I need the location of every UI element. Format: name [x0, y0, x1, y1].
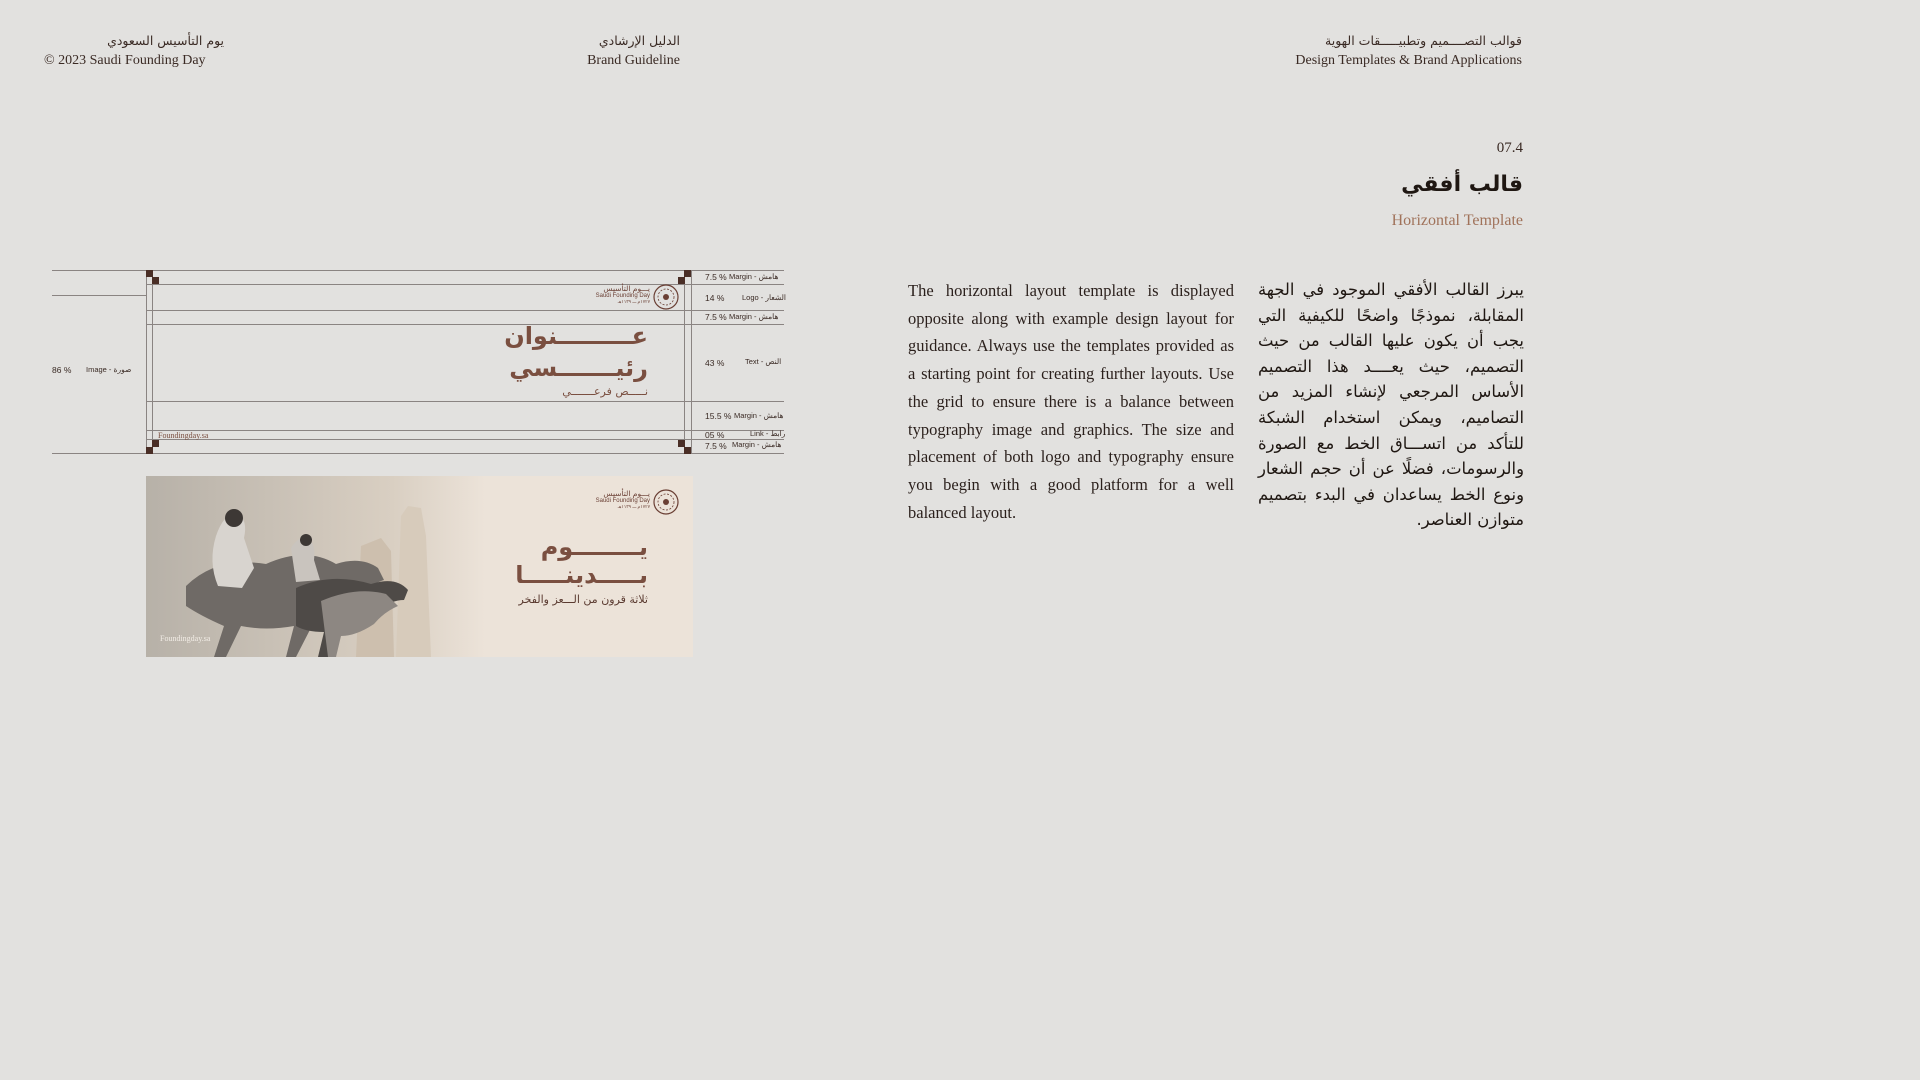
- grid-headline-2: رئيـــــــسي: [509, 354, 648, 382]
- corner-marker: [678, 277, 685, 284]
- grid-line: [52, 295, 146, 296]
- grid-line: [691, 270, 692, 454]
- row-percent: 14 %: [705, 293, 725, 303]
- row-label: Logo - الشعار: [742, 293, 786, 302]
- row-label: Margin - هامش: [732, 440, 782, 449]
- logo-english: Saudi Founding Day: [595, 498, 650, 504]
- row-label: Margin - هامش: [729, 272, 779, 281]
- row-percent: 15.5 %: [705, 411, 732, 421]
- row-label: Margin - هامش: [729, 312, 779, 321]
- banner-logo: [592, 488, 679, 516]
- row-percent: 7.5 %: [705, 272, 727, 282]
- image-label: Image - صورة: [86, 365, 132, 374]
- header-middle: [560, 31, 680, 71]
- banner-link: Foundingday.sa: [160, 634, 211, 643]
- grid-line: [52, 270, 784, 271]
- image-percent: 86 %: [52, 365, 72, 375]
- corner-marker: [152, 277, 159, 284]
- grid-line: [146, 270, 147, 454]
- founding-day-emblem-icon: [653, 489, 679, 515]
- row-percent: 05 %: [705, 430, 725, 440]
- header-middle-english: Brand Guideline: [587, 53, 680, 68]
- row-label: Text - النص: [745, 357, 782, 366]
- section-title-english: Horizontal Template: [1391, 212, 1523, 229]
- row-label: Margin - هامش: [734, 411, 784, 420]
- corner-marker: [684, 447, 691, 454]
- header-left-english: © 2023 Saudi Founding Day: [44, 53, 206, 68]
- grid-line: [146, 284, 784, 285]
- logo-english: Saudi Founding Day: [595, 293, 650, 299]
- corner-marker: [152, 440, 159, 447]
- banner-headline-1: يــــــــوم: [540, 533, 648, 561]
- grid-line: [152, 270, 153, 454]
- grid-logo: [572, 283, 679, 311]
- row-percent: 43 %: [705, 358, 725, 368]
- row-percent: 7.5 %: [705, 312, 727, 322]
- grid-line: [146, 430, 784, 431]
- logo-dates: ١٧٢٧م ـــ ١١٣٩هـ: [617, 299, 650, 304]
- grid-headline-1: عـــــــــنوان: [504, 322, 648, 350]
- header-right: [1240, 31, 1522, 71]
- corner-marker: [678, 440, 685, 447]
- row-label: Link - رابط: [750, 429, 786, 438]
- header-left-arabic: يوم التأسيس السعودي: [107, 33, 224, 48]
- grid-line: [684, 270, 685, 454]
- header-right-arabic: قوالب التصــــميم وتطبيـــــقات الهوية: [1325, 33, 1522, 48]
- grid-line: [146, 439, 784, 440]
- grid-line: [146, 310, 784, 311]
- section-number: 07.4: [1496, 140, 1523, 156]
- banner-headline-2: بـــــدينـــــا: [515, 561, 648, 589]
- logo-dates: ١٧٢٧م ـــ ١١٣٩هـ: [617, 504, 650, 509]
- grid-line: [146, 401, 784, 402]
- grid-link: Foundingday.sa: [158, 431, 209, 440]
- section-title-arabic: قالب أفقي: [1401, 172, 1523, 197]
- logo-arabic: يـــوم التأسيس: [603, 489, 650, 498]
- logo-arabic: يـــوم التأسيس: [603, 284, 650, 293]
- corner-marker: [146, 270, 153, 277]
- header-right-english: Design Templates & Brand Applications: [1295, 53, 1522, 68]
- grid-line: [52, 453, 784, 454]
- body-text-arabic: يبرز القالب الأفقي الموجود في الجهة المقابلة، نموذجًا واضحًا للكيفية التي يجب أن يكون عليها القالب من حيث التصميم، حيث يعــــد هذا التصميم الأساس المرجعي لإنشاء المزيد من التصاميم، ويمكن استخدام الشبكة للتأكد من اتســـاق الخط مع الصورة والرسومات، فضلًا عن أن حجم الشعار ونوع الخط يساعدان في البدء بتصميم متوازن العناصر.: [1258, 280, 1524, 530]
- banner-subtext: ثلاثة قرون من الـــعز والفخر: [518, 593, 648, 606]
- body-text-english: The horizontal layout template is displayed opposite along with example design layout for guidance. Always use the templates provided as a starting point for creating further layouts. Use the grid to ensure there is a balance between typography image and graphics. The size and placement of both logo and typography ensure you begin with a good platform for a well balanced layout.: [908, 281, 1234, 522]
- founding-day-emblem-icon: [653, 284, 679, 310]
- corner-marker: [684, 270, 691, 277]
- template-grid-diagram: [52, 268, 784, 456]
- corner-marker: [146, 447, 153, 454]
- header-left: [44, 31, 224, 71]
- grid-subtext: نـــــص فرعـــــــي: [562, 385, 648, 398]
- header-middle-arabic: الدليل الإرشادي: [598, 33, 680, 48]
- example-banner: [146, 476, 693, 657]
- row-percent: 7.5 %: [705, 441, 727, 451]
